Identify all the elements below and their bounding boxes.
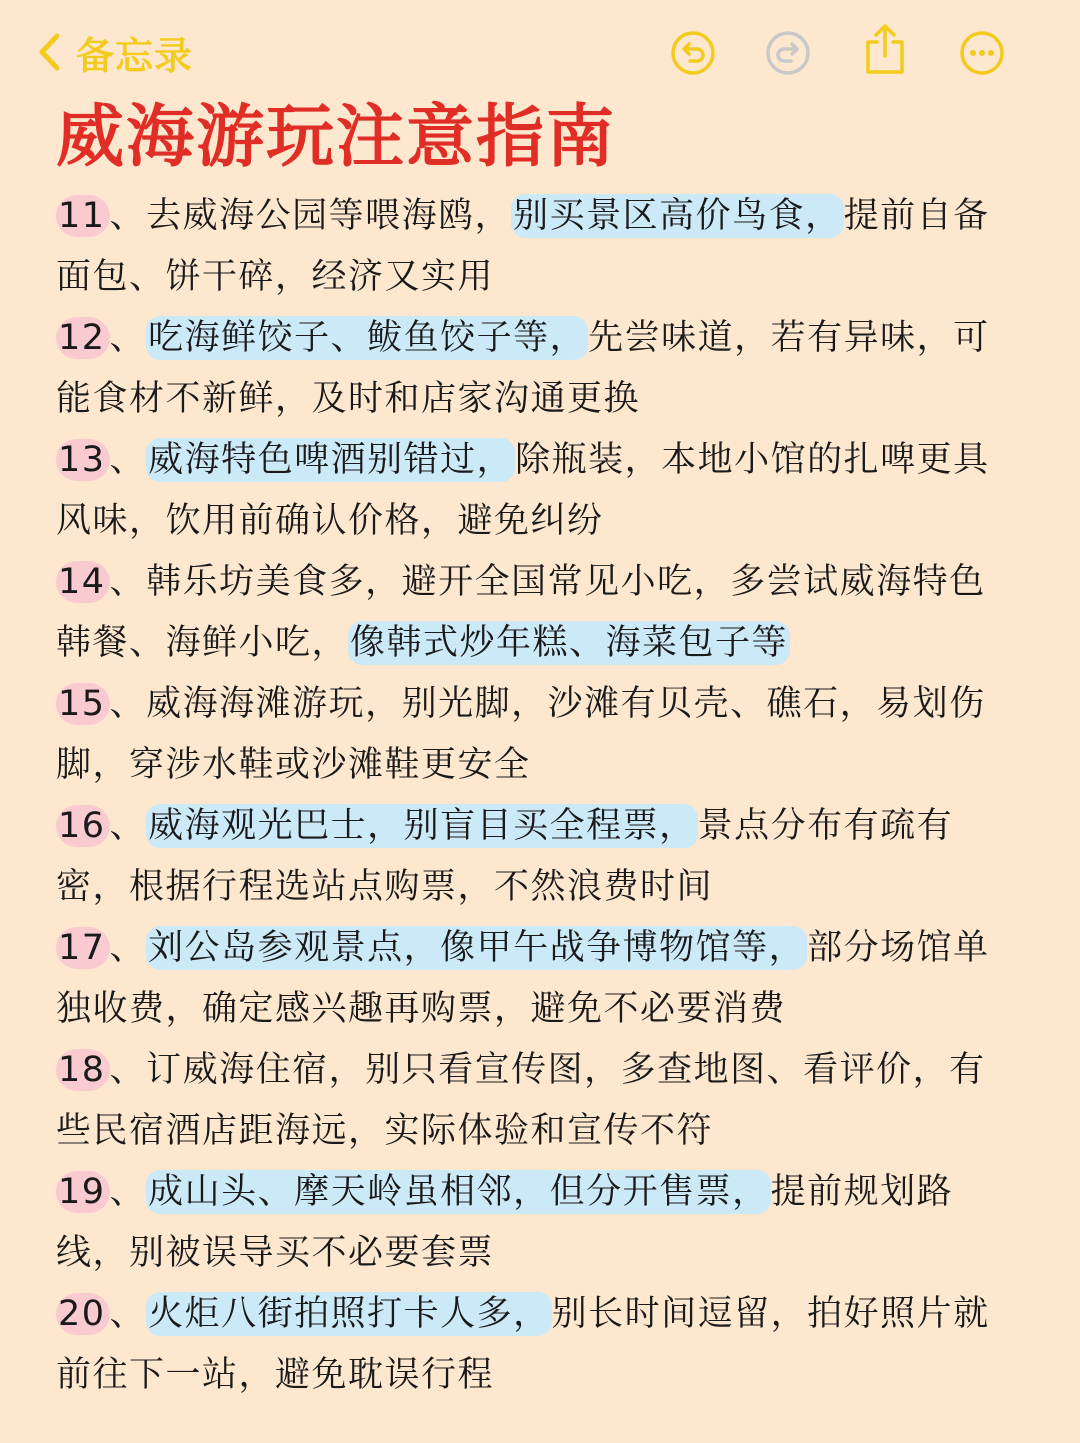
- item-text: 先尝味道，若有异味，可能食材不新鲜，及时和店家沟通更换: [56, 318, 990, 419]
- item-number: 14: [56, 561, 110, 603]
- item-number: 20: [56, 1293, 110, 1335]
- item-highlight: 威海观光巴士，别盲目买全程票，: [148, 806, 696, 846]
- list-item: [56, 186, 1022, 308]
- item-separator: 、: [109, 562, 147, 602]
- redo-button[interactable]: [763, 28, 813, 78]
- back-label: 备忘录: [76, 33, 194, 78]
- note-title: 威海游玩注意指南: [56, 98, 617, 177]
- list-item: [56, 1162, 1022, 1284]
- item-number: 13: [56, 439, 110, 481]
- item-number: 17: [56, 927, 110, 969]
- item-separator: 、: [109, 1172, 147, 1212]
- chevron-left-icon: [36, 32, 62, 72]
- item-text: 提前自备面包、饼干碎，经济又实用: [56, 196, 990, 297]
- list-item: [56, 1284, 1022, 1406]
- item-highlight: 像韩式炒年糕、海菜包子等: [350, 623, 789, 663]
- share-icon: [860, 22, 910, 76]
- item-text: 韩乐坊美食多，避开全国常见小吃，多尝试威海特色韩餐、海鲜小吃，: [56, 562, 986, 663]
- item-number: 16: [56, 805, 110, 847]
- item-highlight: 别买景区高价鸟食，: [513, 196, 842, 236]
- item-number: 11: [56, 195, 110, 237]
- item-separator: 、: [109, 440, 147, 480]
- item-number: 12: [56, 317, 110, 359]
- item-separator: 、: [109, 806, 147, 846]
- item-separator: 、: [109, 928, 147, 968]
- more-button[interactable]: [957, 28, 1007, 78]
- item-text: 订威海住宿，别只看宣传图，多查地图、看评价，有些民宿酒店距海远，实际体验和宣传不符: [56, 1050, 986, 1151]
- undo-button[interactable]: [668, 28, 718, 78]
- undo-icon: [668, 28, 718, 78]
- item-highlight: 火炬八街拍照打卡人多，: [148, 1294, 550, 1334]
- item-number: 15: [56, 683, 110, 725]
- item-text: 别长时间逗留，拍好照片就前往下一站，避免耽误行程: [56, 1294, 990, 1395]
- list-item: [56, 308, 1022, 430]
- list-item: [56, 1040, 1022, 1162]
- item-highlight: 成山头、摩天岭虽相邻，但分开售票，: [148, 1172, 769, 1212]
- item-text: 威海海滩游玩，别光脚，沙滩有贝壳、礁石，易划伤脚，穿涉水鞋或沙滩鞋更安全: [56, 684, 986, 785]
- list-item: [56, 552, 1022, 674]
- item-highlight: 威海特色啤酒别错过，: [148, 440, 514, 480]
- back-button[interactable]: [36, 26, 193, 78]
- share-button[interactable]: [860, 22, 910, 72]
- list-item: [56, 796, 1022, 918]
- list-item: [56, 918, 1022, 1040]
- item-text: 除瓶装，本地小馆的扎啤更具风味，饮用前确认价格，避免纠纷: [56, 440, 990, 541]
- item-text: 去威海公园等喂海鸥，: [146, 196, 512, 236]
- item-text: 提前规划路线，别被误导买不必要套票: [56, 1172, 954, 1273]
- item-text: 景点分布有疏有密，根据行程选站点购票，不然浪费时间: [56, 806, 954, 907]
- list-item: [56, 674, 1022, 796]
- item-highlight: 吃海鲜饺子、鲅鱼饺子等，: [148, 318, 587, 358]
- item-text: 部分场馆单独收费，确定感兴趣再购票，避免不必要消费: [56, 928, 990, 1029]
- item-separator: 、: [109, 1294, 147, 1334]
- item-separator: 、: [109, 684, 147, 724]
- tips-list: [56, 186, 1022, 1406]
- more-icon: [957, 28, 1007, 78]
- redo-icon: [763, 28, 813, 78]
- item-highlight: 刘公岛参观景点，像甲午战争博物馆等，: [148, 928, 806, 968]
- navigation-bar: [0, 0, 1080, 100]
- item-number: 18: [56, 1049, 110, 1091]
- list-item: [56, 430, 1022, 552]
- item-separator: 、: [109, 196, 147, 236]
- item-separator: 、: [109, 318, 147, 358]
- item-separator: 、: [109, 1050, 147, 1090]
- item-number: 19: [56, 1171, 110, 1213]
